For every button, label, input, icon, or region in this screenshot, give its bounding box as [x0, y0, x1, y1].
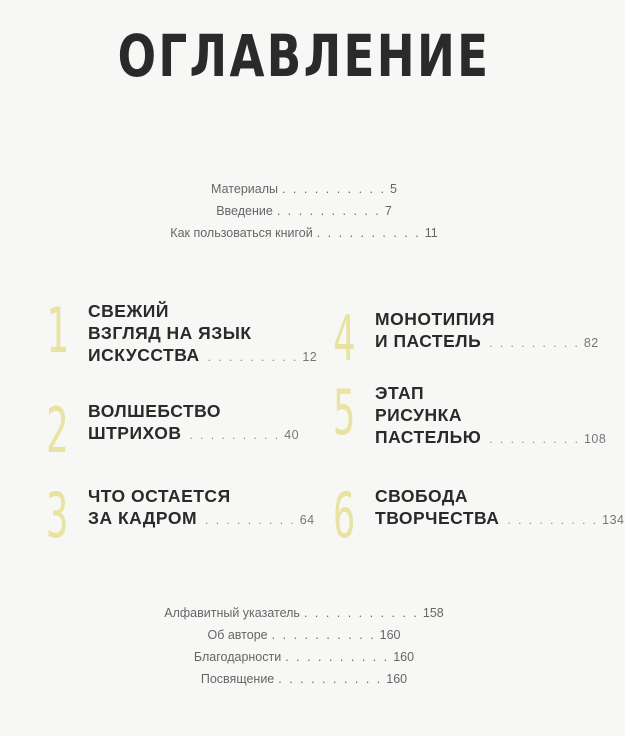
chapter-page: 108: [583, 432, 607, 446]
chapter-number: 6: [333, 479, 356, 552]
leader-dots: . . . . . . . . .: [489, 432, 580, 446]
toc-entry[interactable]: [0, 178, 608, 200]
toc-entry-page: 11: [424, 226, 438, 240]
leader-dots: . . . . . . . . . .: [281, 182, 386, 196]
chapter-number: 4: [333, 302, 356, 375]
toc-entry[interactable]: [0, 200, 608, 222]
leader-dots: . . . . . . . . . .: [271, 628, 376, 642]
chapter-number: 2: [46, 394, 69, 467]
leader-dots: . . . . . . . . .: [189, 428, 281, 442]
leader-dots: . . . . . . . . . .: [316, 226, 421, 240]
chapter-title-line: РИСУНКА: [375, 405, 463, 425]
chapter-title-line-with-page: [88, 344, 317, 368]
chapter-title-line-with-page: [375, 507, 625, 531]
chapter-title: [375, 485, 625, 531]
toc-entry[interactable]: [0, 624, 608, 646]
toc-entry-label: Алфавитный указатель: [164, 606, 300, 620]
leader-dots: . . . . . . . . .: [205, 513, 296, 527]
chapter-title-line: МОНОТИПИЯ: [375, 309, 495, 329]
toc-entry[interactable]: [0, 668, 608, 690]
toc-entry[interactable]: [0, 602, 608, 624]
leader-dots: . . . . . . . . . .: [278, 672, 383, 686]
toc-entry[interactable]: [0, 646, 608, 668]
chapter-number: 5: [333, 376, 356, 449]
chapter-title-line: ЗА КАДРОМ: [88, 508, 198, 528]
toc-entry-label: Благодарности: [193, 650, 282, 664]
back-matter-list: [0, 602, 608, 690]
chapter-title-line: СВОБОДА: [375, 486, 469, 506]
chapter-title-line-with-page: [88, 422, 299, 446]
leader-dots: . . . . . . . . .: [207, 350, 299, 364]
chapter-title-line-with-page: [88, 507, 315, 531]
toc-entry-page: 160: [386, 672, 408, 686]
toc-entry-label: Как пользоваться книгой: [170, 226, 313, 240]
chapter-title-line-with-page: [375, 330, 599, 354]
chapter-title: [88, 400, 299, 446]
front-matter-list: [0, 178, 608, 244]
leader-dots: . . . . . . . . . .: [285, 650, 390, 664]
page-title: ОГЛАВЛЕНИЕ: [117, 22, 491, 90]
toc-entry-label: Об авторе: [207, 628, 268, 642]
toc-entry-page: 160: [393, 650, 415, 664]
toc-entry-label: Введение: [216, 204, 273, 218]
toc-entry-page: 158: [422, 606, 444, 620]
chapter-page: 64: [299, 513, 315, 527]
toc-entry-label: Посвящение: [200, 672, 275, 686]
chapter-page: 134: [602, 513, 625, 527]
chapter-title-line: ТВОРЧЕСТВА: [375, 508, 500, 528]
chapter-title: [375, 382, 606, 450]
chapter-title-line: ПАСТЕЛЬЮ: [375, 427, 482, 447]
chapter-title: [88, 300, 317, 368]
leader-dots: . . . . . . . . .: [489, 336, 580, 350]
toc-entry-page: 5: [389, 182, 397, 196]
chapter-title-line-with-page: [375, 426, 606, 450]
chapter-title-line: ВЗГЛЯД НА ЯЗЫК: [88, 323, 252, 343]
chapter-title-line: ВОЛШЕБСТВО: [88, 401, 221, 421]
leader-dots: . . . . . . . . . .: [276, 204, 381, 218]
toc-entry-page: 160: [379, 628, 401, 642]
chapter-title: [88, 485, 315, 531]
leader-dots: . . . . . . . . . . .: [303, 606, 419, 620]
chapter-title-line: И ПАСТЕЛЬ: [375, 331, 482, 351]
chapter-title-line: ЭТАП: [375, 383, 425, 403]
chapter-page: 82: [583, 336, 599, 350]
leader-dots: . . . . . . . . .: [507, 513, 599, 527]
toc-entry[interactable]: [0, 222, 608, 244]
chapter-title: [375, 308, 599, 354]
chapter-title-line: ЧТО ОСТАЕТСЯ: [88, 486, 231, 506]
chapter-number: 3: [46, 479, 69, 552]
chapter-title-line: ШТРИХОВ: [88, 423, 182, 443]
chapter-page: 12: [302, 350, 318, 364]
chapter-title-line: ИСКУССТВА: [88, 345, 200, 365]
chapter-title-line: СВЕЖИЙ: [88, 301, 169, 321]
chapter-page: 40: [284, 428, 300, 442]
toc-entry-page: 7: [384, 204, 392, 218]
chapter-number: 1: [46, 294, 69, 367]
toc-entry-label: Материалы: [211, 182, 278, 196]
